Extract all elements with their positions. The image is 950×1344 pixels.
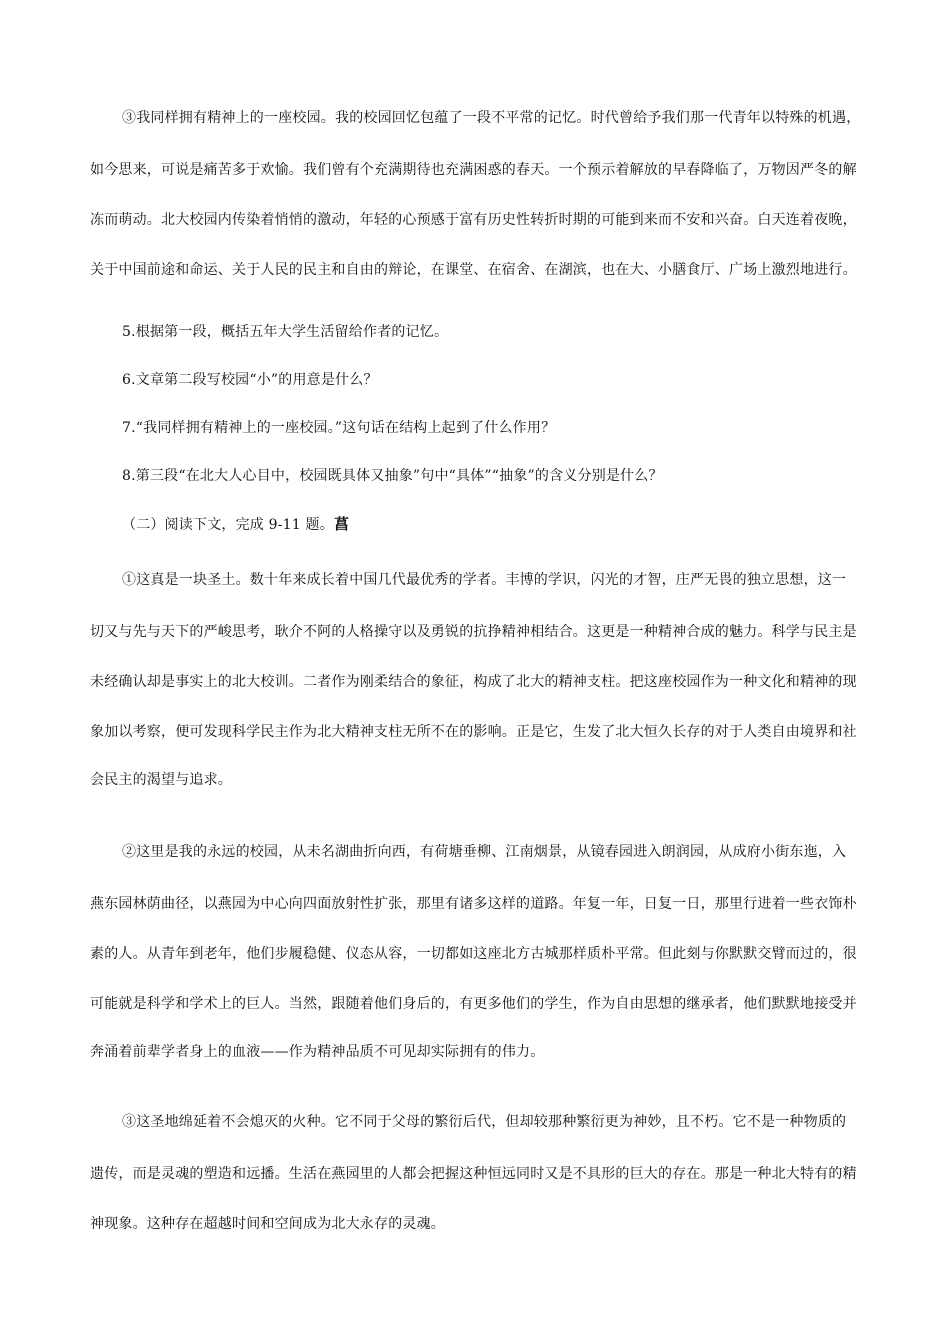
text-line: 燕东园林荫曲径，以燕园为中心向四面放射性扩张，那里有诸多这样的道路。年复一年，日复一日，那里行进着一些衣饰朴 [90, 896, 857, 912]
text-line: 奔涌着前辈学者身上的血液——作为精神品质不可见却实际拥有的伟力。 [90, 1044, 545, 1060]
text-line: 象加以考察，便可发现科学民主作为北大精神支柱无所不在的影响。正是它，生发了北大恒久长存的对于人类自由境界和社 [90, 724, 857, 740]
text-line: ③我同样拥有精神上的一座校园。我的校园回忆包蕴了一段不平常的记忆。时代曾给予我们那一代青年以特殊的机遇， [122, 110, 861, 126]
text-line: 冻而萌动。北大校园内传染着悄悄的激动，年轻的心预感于富有历史性转折时期的可能到来而不安和兴奋。白天连着夜晚， [90, 212, 857, 228]
text-line: 可能就是科学和学术上的巨人。当然，跟随着他们身后的，有更多他们的学生，作为自由思想的继承者，他们默默地接受并 [90, 996, 857, 1012]
question-6: 6.文章第二段写校园“小”的用意是什么？ [122, 372, 378, 388]
text-line: 素的人。从青年到老年，他们步履稳健、仪态从容，一切都如这座北方古城那样质朴平常。但此刻与你默默交臂而过的，很 [90, 946, 857, 962]
text-line: ②这里是我的永远的校园，从未名湖曲折向西，有荷塘垂柳、江南烟景，从镜春园进入朗润园，从成府小街东迤，入 [122, 844, 847, 860]
question-7: 7.“我同样拥有精神上的一座校园。”这句话在结构上起到了什么作用？ [122, 420, 556, 436]
text-line: 遗传，而是灵魂的塑造和远播。生活在燕园里的人都会把握这种恒远同时又是不具形的巨大的存在。那是一种北大特有的精 [90, 1166, 857, 1182]
text-line: 如今思来，可说是痛苦多于欢愉。我们曾有个充满期待也充满困惑的春天。一个预示着解放的早春降临了，万物因严冬的解 [90, 162, 857, 178]
section-heading-text: （二）阅读下文，完成 9-11 题。 [122, 517, 334, 533]
text-line: 神现象。这种存在超越时间和空间成为北大永存的灵魂。 [90, 1216, 445, 1232]
section-mark: 菖 [333, 515, 350, 533]
text-line: 切又与先与天下的严峻思考，耿介不阿的人格操守以及勇锐的抗挣精神相结合。这更是一种精神合成的魅力。科学与民主是 [90, 624, 857, 640]
question-5: 5.根据第一段，概括五年大学生活留给作者的记忆。 [122, 324, 449, 340]
text-line: 关于中国前途和命运、关于人民的民主和自由的辩论，在课堂、在宿舍、在湖滨，也在大、小膳食厅、广场上激烈地进行。 [90, 262, 857, 278]
section-heading [122, 514, 349, 535]
text-line: ③这圣地绵延着不会熄灭的火种。它不同于父母的繁衍后代，但却较那种繁衍更为神妙，且不朽。它不是一种物质的 [122, 1114, 847, 1130]
text-line: 会民主的渴望与追求。 [90, 772, 232, 788]
text-line: ①这真是一块圣土。数十年来成长着中国几代最优秀的学者。丰博的学识，闪光的才智，庄严无畏的独立思想，这一 [122, 572, 847, 588]
text-line: 未经确认却是事实上的北大校训。二者作为刚柔结合的象征，构成了北大的精神支柱。把这座校园作为一种文化和精神的现 [90, 674, 857, 690]
question-8: 8.第三段“在北大人心目中，校园既具体又抽象”句中“具体”“抽象”的含义分别是什么？ [122, 468, 663, 484]
